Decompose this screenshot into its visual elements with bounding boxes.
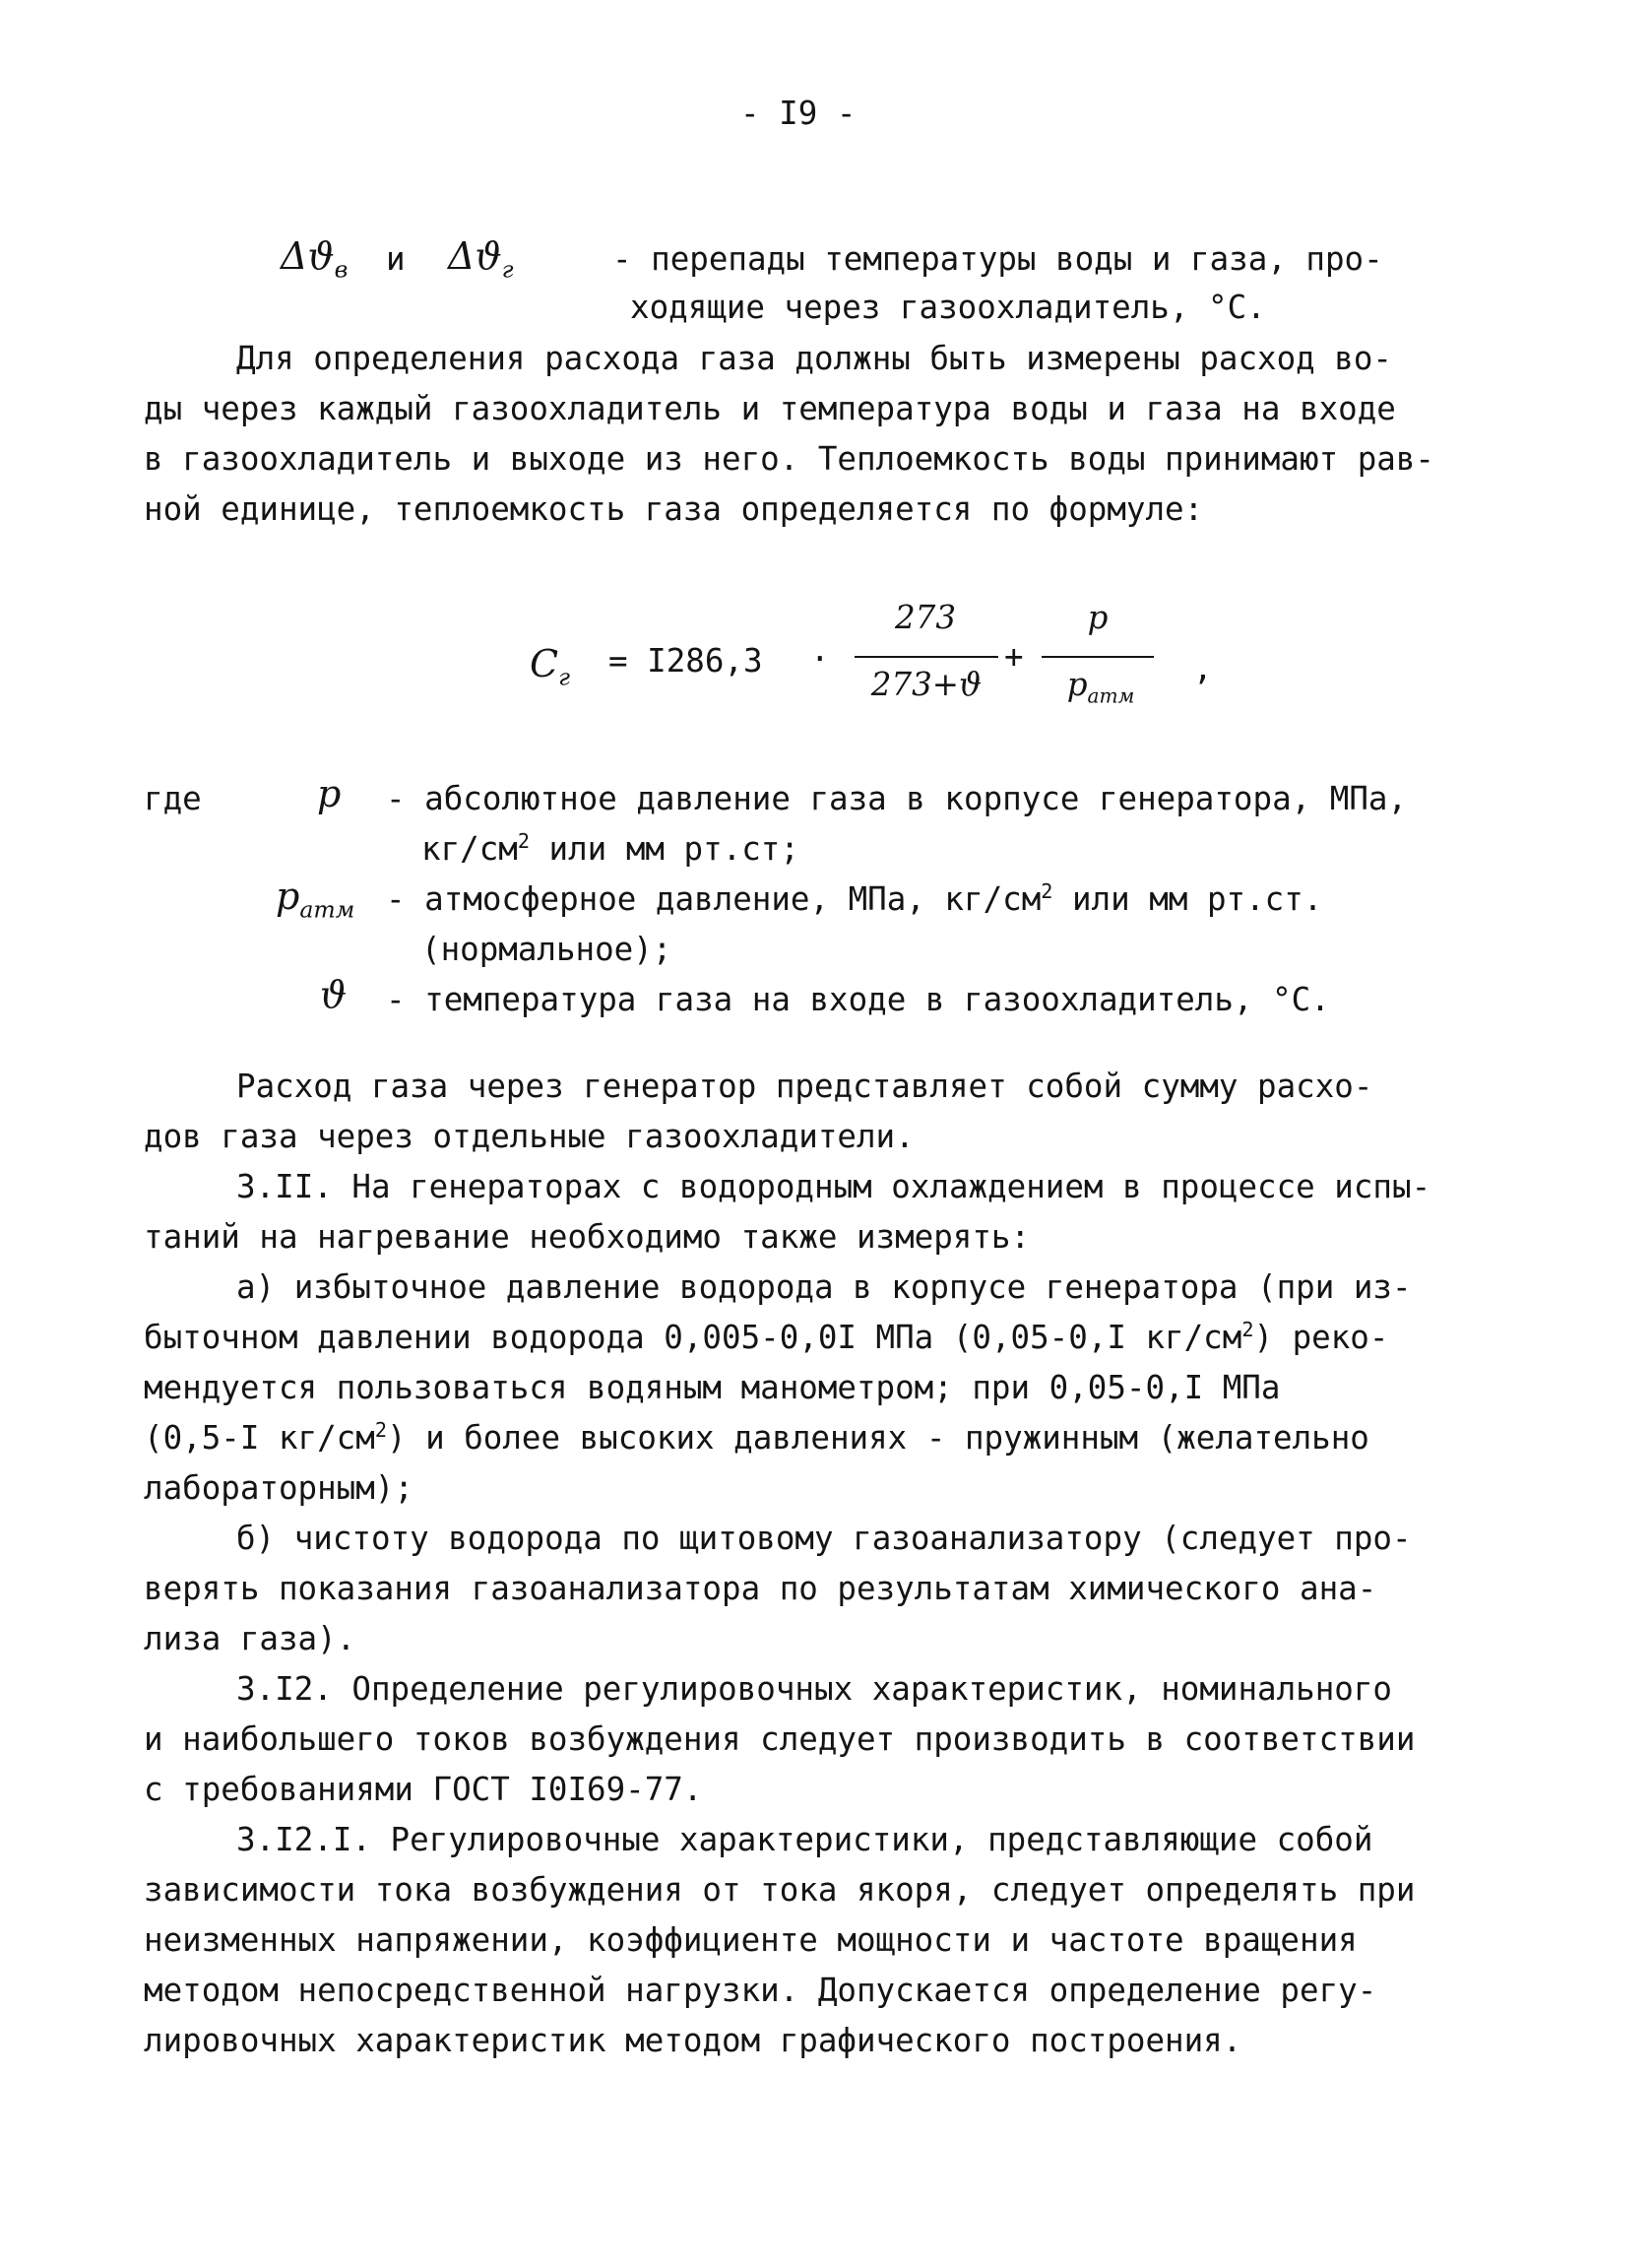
formula-multiply-dot: ·: [810, 640, 830, 678]
para5-line: методом непосредственной нагрузки. Допускается определение регу-: [144, 1972, 1377, 2009]
para2-line: дов газа через отдельные газоохладители.: [144, 1118, 915, 1155]
item-b-line: б) чистоту водорода по щитовому газоанализатору (следует про-: [236, 1520, 1412, 1557]
para3-line: таний на нагревание необходимо также измерять:: [144, 1218, 1031, 1256]
fraction1-denominator: 273+ϑ: [870, 666, 983, 703]
item-b-line: верять показания газоанализатора по результатам химического ана-: [144, 1570, 1377, 1607]
conjunction-and: и: [386, 240, 406, 278]
theta-symbol: ϑ: [320, 973, 348, 1016]
item-a-line: (0,5-I $кг/см^2$) и более высоких давлениях - пружинным (желательно: [144, 1418, 1369, 1457]
formula-comma: ,: [1193, 650, 1213, 687]
delta-theta-water-symbol: $\Delta ϑ_в$: [281, 234, 349, 284]
where-label: где: [144, 780, 202, 817]
para5-line: зависимости тока возбуждения от тока якоря, следует определять при: [144, 1871, 1416, 1909]
para2-line: Расход газа через генератор представляет собой сумму расхо-: [236, 1068, 1373, 1105]
p-definition-line-1: - абсолютное давление газа в корпусе генератора, МПа,: [386, 780, 1408, 817]
delta-theta-gas-symbol: $\Delta ϑ_г$: [448, 234, 514, 284]
item-a-line: а) избыточное давление водорода в корпусе генератора (при из-: [236, 1268, 1412, 1306]
para1-line: Для определения расхода газа должны быть измерены расход во-: [236, 340, 1392, 377]
page-number: - I9 -: [740, 95, 857, 132]
fraction1-bar: [855, 656, 998, 658]
para5-line: неизменных напряжении, коэффициенте мощности и частоте вращения: [144, 1921, 1358, 1959]
para1-line: ной единице, теплоемкость газа определяется по формуле:: [144, 490, 1204, 528]
para5-line: 3.I2.I. Регулировочные характеристики, представляющие собой: [236, 1821, 1373, 1858]
fraction1-numerator: 273: [894, 599, 957, 636]
para5-line: лировочных характеристик методом графического построения.: [144, 2022, 1242, 2059]
para1-line: ды через каждый газоохладитель и температура воды и газа на входе: [144, 390, 1396, 427]
formula-lhs: $C_г$: [530, 642, 570, 691]
fraction2-denominator: $p_{атм}$: [1066, 666, 1135, 708]
formula-plus: +: [1004, 638, 1024, 676]
para4-line: 3.I2. Определение регулировочных характеристик, номинального: [236, 1670, 1392, 1708]
item-a-line: быточном давлении водорода 0,005-0,0I МПа (0,05-0,I $кг/см^2$) реко-: [144, 1318, 1389, 1356]
definition-line-1: - перепады температуры воды и газа, про-: [612, 240, 1383, 278]
patm-symbol: $p_{атм}$: [276, 875, 355, 924]
p-definition-line-2: $кг/см^2$ или мм рт.ст;: [421, 829, 799, 868]
para4-line: с требованиями ГОСТ I0I69-77.: [144, 1771, 703, 1808]
item-b-line: лиза газа).: [144, 1620, 356, 1657]
theta-definition: - температура газа на входе в газоохладитель, °С.: [386, 981, 1330, 1018]
para4-line: и наибольшего токов возбуждения следует производить в соответствии: [144, 1720, 1416, 1758]
para3-line: 3.II. На генераторах с водородным охлаждением в процессе испы-: [236, 1168, 1431, 1205]
p-symbol: p: [317, 772, 342, 815]
item-a-line: лабораторным);: [144, 1469, 413, 1507]
definition-line-2: ходящие через газоохладитель, °С.: [630, 289, 1266, 326]
fraction2-numerator: p: [1087, 599, 1109, 636]
item-a-line: мендуется пользоваться водяным манометром; при 0,05-0,I МПа: [144, 1369, 1281, 1406]
fraction2-bar: [1042, 656, 1154, 658]
patm-definition-line-2: (нормальное);: [421, 931, 672, 968]
para1-line: в газоохладитель и выходе из него. Теплоемкость воды принимают рав-: [144, 440, 1434, 478]
patm-definition-line-1: - атмосферное давление, МПа, $кг/см^2$ или мм рт.ст.: [386, 879, 1323, 918]
formula-coefficient: = I286,3: [608, 642, 763, 680]
